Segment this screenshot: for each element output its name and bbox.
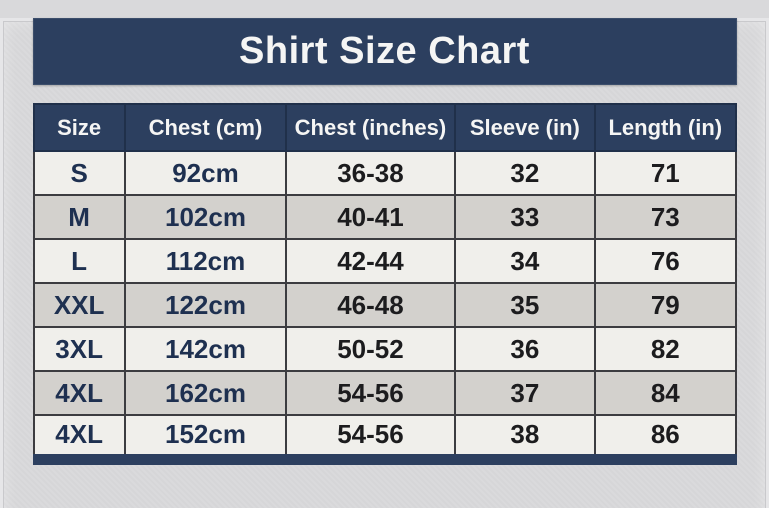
chest-inches-cell: 36-38 xyxy=(286,151,454,195)
sleeve-cell: 33 xyxy=(455,195,595,239)
sleeve-cell: 36 xyxy=(455,327,595,371)
length-cell: 76 xyxy=(595,239,735,283)
table-row xyxy=(34,371,736,415)
chest-cm-cell: 152cm xyxy=(125,415,286,459)
sleeve-cell: 38 xyxy=(455,415,595,459)
size-cell: 3XL xyxy=(34,327,125,371)
size-cell: M xyxy=(34,195,125,239)
page-title: Shirt Size Chart xyxy=(239,30,530,72)
length-cell: 71 xyxy=(595,151,735,195)
column-header-size: Size xyxy=(34,104,125,151)
size-chart-table xyxy=(33,103,737,465)
table-row xyxy=(34,283,736,327)
column-header-chest-inches: Chest (inches) xyxy=(286,104,454,151)
length-cell: 82 xyxy=(595,327,735,371)
chest-inches-cell: 40-41 xyxy=(286,195,454,239)
chart-title-banner xyxy=(33,18,737,85)
chest-inches-cell: 54-56 xyxy=(286,415,454,459)
chest-cm-cell: 122cm xyxy=(125,283,286,327)
chest-inches-cell: 46-48 xyxy=(286,283,454,327)
chest-inches-cell: 54-56 xyxy=(286,371,454,415)
size-cell: 4XL xyxy=(34,415,125,459)
column-header-length-in: Length (in) xyxy=(595,104,735,151)
table-header xyxy=(34,104,736,151)
chest-cm-cell: 92cm xyxy=(125,151,286,195)
size-cell: S xyxy=(34,151,125,195)
chest-cm-cell: 162cm xyxy=(125,371,286,415)
table-row xyxy=(34,415,736,459)
header-row xyxy=(34,104,736,151)
size-chart-table-container xyxy=(33,103,737,465)
length-cell: 86 xyxy=(595,415,735,459)
length-cell: 73 xyxy=(595,195,735,239)
size-cell: XXL xyxy=(34,283,125,327)
size-chart-page xyxy=(0,18,769,508)
sleeve-cell: 34 xyxy=(455,239,595,283)
chest-inches-cell: 42-44 xyxy=(286,239,454,283)
chest-cm-cell: 102cm xyxy=(125,195,286,239)
length-cell: 79 xyxy=(595,283,735,327)
chest-cm-cell: 142cm xyxy=(125,327,286,371)
chest-cm-cell: 112cm xyxy=(125,239,286,283)
size-cell: 4XL xyxy=(34,371,125,415)
size-cell: L xyxy=(34,239,125,283)
table-row xyxy=(34,151,736,195)
sleeve-cell: 32 xyxy=(455,151,595,195)
table-row xyxy=(34,239,736,283)
sleeve-cell: 35 xyxy=(455,283,595,327)
table-body xyxy=(34,151,736,459)
column-header-chest-cm: Chest (cm) xyxy=(125,104,286,151)
length-cell: 84 xyxy=(595,371,735,415)
chest-inches-cell: 50-52 xyxy=(286,327,454,371)
column-header-sleeve-in: Sleeve (in) xyxy=(455,104,595,151)
table-row xyxy=(34,195,736,239)
sleeve-cell: 37 xyxy=(455,371,595,415)
table-row xyxy=(34,327,736,371)
